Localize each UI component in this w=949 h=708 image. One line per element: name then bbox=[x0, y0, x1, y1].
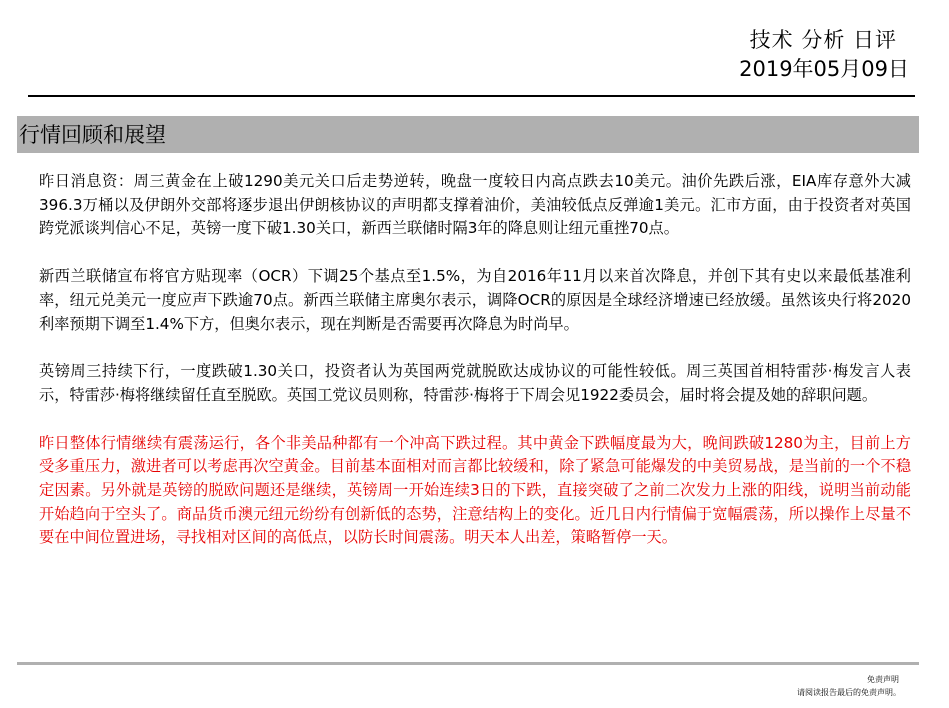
disclaimer-note: 请阅读报告最后的免责声明。 bbox=[797, 688, 901, 697]
paragraph-gbp-brexit: 英镑周三持续下行，一度跌破1.30关口，投资者认为英国两党就脱欧达成协议的可能性较低。周三英国首相特雷莎·梅发言人表示，特雷莎·梅将继续留任直至脱欧。英国工党议员则称，特雷莎·梅将于下周会见1922委员会，届时将会提及她的辞职问题。 bbox=[39, 362, 911, 404]
paragraph-rbnz-rate-cut: 新西兰联储宣布将官方贴现率（OCR）下调25个基点至1.5%，为自2016年11月以来首次降息，并创下其有史以来最低基准利率，纽元兑美元一度应声下跌逾70点。新西兰联储主席奥尔表示，调降OCR的原因是全球经济增速已经放缓。虽然该央行将2020利率预期下调至1.4%下方，但奥尔表示，现在判断是否需要再次降息为时尚早。 bbox=[39, 267, 911, 333]
section-title: 行情回顾和展望 bbox=[19, 123, 166, 147]
report-title: 技术 分析 日评 bbox=[749, 28, 897, 52]
header-divider bbox=[28, 95, 915, 97]
disclaimer-title: 免责声明 bbox=[867, 675, 899, 684]
section-header-bar bbox=[17, 116, 919, 153]
report-date: 2019年05月09日 bbox=[739, 57, 909, 81]
report-body bbox=[39, 170, 911, 574]
footer-divider bbox=[17, 662, 919, 665]
paragraph-market-news: 昨日消息资：周三黄金在上破1290美元关口后走势逆转，晚盘一度较日内高点跌去10美元。油价先跌后涨，EIA库存意外大减396.3万桶以及伊朗外交部将逐步退出伊朗核协议的声明都支撑着油价，美油较低点反弹逾1美元。汇市方面，由于投资者对英国跨党派谈判信心不足，英镑一度下破1.30关口，新西兰联储时隔3年的降息则让纽元重挫70点。 bbox=[39, 172, 911, 238]
paragraph-strategy-outlook: 昨日整体行情继续有震荡运行，各个非美品种都有一个冲高下跌过程。其中黄金下跌幅度最为大，晚间跌破1280为主，目前上方受多重压力，激进者可以考虑再次空黄金。目前基本面相对而言都比较缓和，除了紧急可能爆发的中美贸易战，是当前的一个不稳定因素。另外就是英镑的脱欧问题还是继续，英镑周一开始连续3日的下跌，直接突破了之前二次发力上涨的阳线，说明当前动能开始趋向于空头了。商品货币澳元纽元纷纷有创新低的态势，注意结构上的变化。近几日内行情偏于宽幅震荡，所以操作上尽量不要在中间位置进场，寻找相对区间的高低点，以防长时间震荡。明天本人出差，策略暂停一天。 bbox=[39, 433, 911, 547]
